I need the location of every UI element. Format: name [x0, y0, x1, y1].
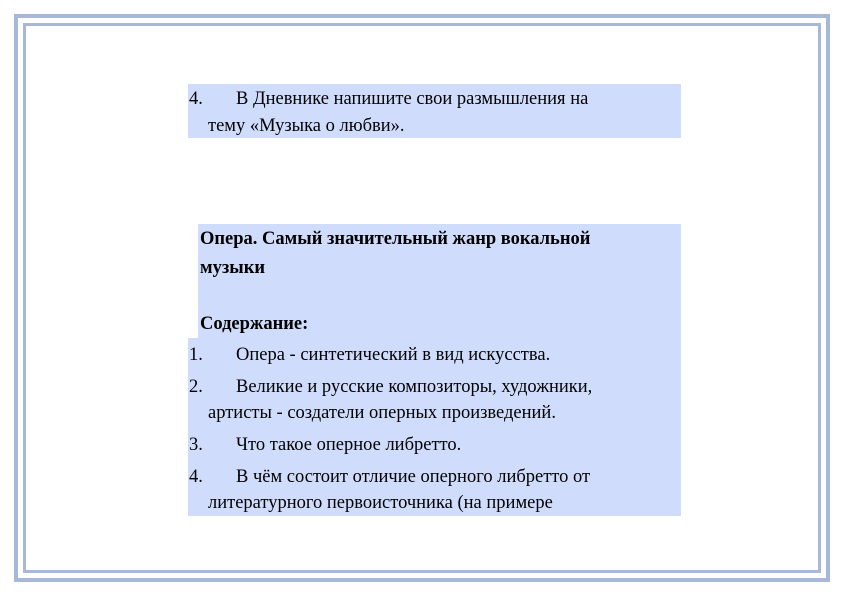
contents-item-text-continued: литературного первоисточника (на примере — [208, 493, 553, 513]
assignment-text-line2: тему «Музыка о любви». — [208, 116, 405, 136]
contents-item-text: Что такое оперное либретто. — [236, 435, 462, 455]
contents-item-number: 2. — [189, 377, 203, 397]
topic-title-line1: Опера. Самый значительный жанр вокальной — [200, 229, 591, 249]
assignment-number: 4. — [189, 89, 203, 109]
contents-item-text: Опера - синтетический в вид искусства. — [236, 345, 551, 365]
contents-item-number: 3. — [189, 435, 203, 455]
contents-item-number: 4. — [189, 467, 203, 487]
contents-item-text: В чём состоит отличие оперного либретто от — [236, 467, 591, 487]
contents-label: Содержание: — [200, 314, 309, 334]
contents-item-number: 1. — [189, 345, 203, 365]
topic-title-line2: музыки — [200, 258, 266, 278]
assignment-text-line1: В Дневнике напишите свои размышления на — [236, 89, 589, 109]
contents-item-text: Великие и русские композиторы, художники, — [236, 377, 593, 397]
contents-item-text-continued: артисты - создатели оперных произведений. — [208, 403, 556, 423]
